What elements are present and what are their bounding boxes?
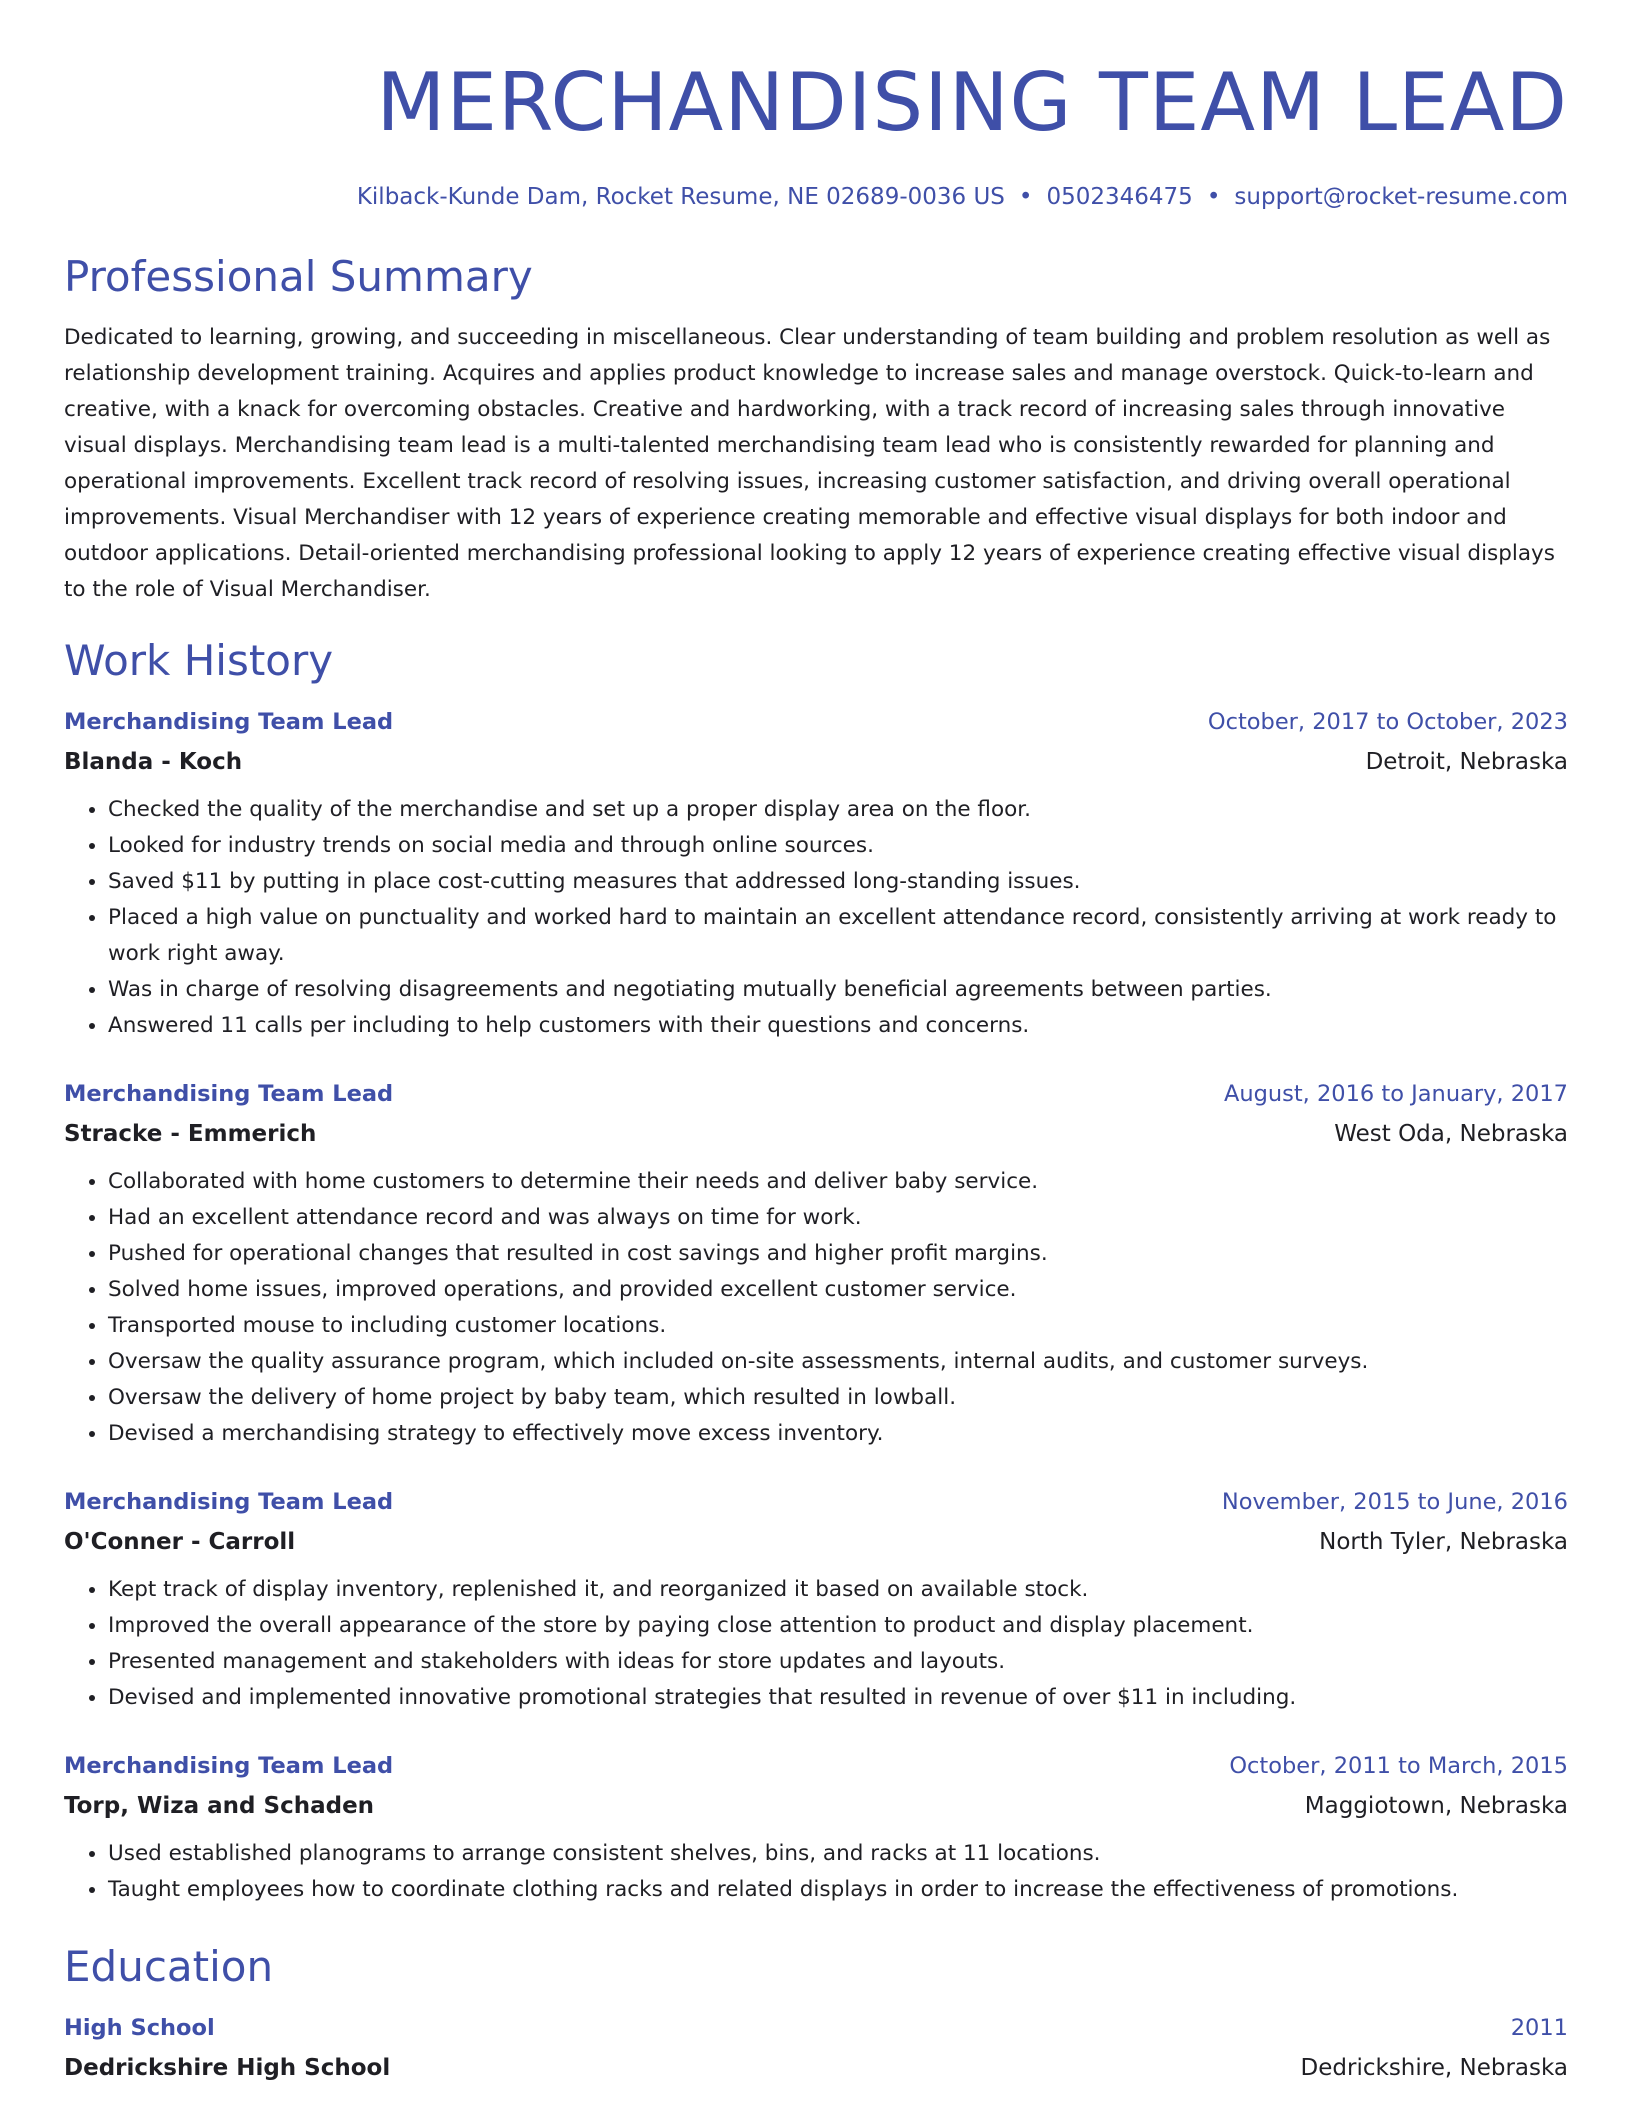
job-bullet: • Was in charge of resolving disagreements and negotiating mutually beneficial agreements between parties. bbox=[108, 972, 1568, 1008]
job-dates: November, 2015 to June, 2016 bbox=[1221, 1489, 1568, 1515]
summary-text: Dedicated to learning, growing, and succeeding in miscellaneous. Clear understanding of team building and problem resolution as well as relationship development training. Acquires and applies product knowledge to increase sales and manage overstock. Quick-to-learn and creative, with a knack for overcoming obstacles. Creative and hardworking, with a track record of increasing sales through innovative visual displays. Merchandising team lead is a multi-talented merchandising team lead who is consistently rewarded for planning and operational improvements. Excellent track record of resolving issues, increasing customer satisfaction, and driving overall operational improvements. Visual Merchandiser with 12 years of experience creating memorable and effective visual displays for both indoor and outdoor applications. Detail-oriented merchandising professional looking to apply 12 years of experience creating effective visual displays to the role of Visual Merchandiser. bbox=[64, 325, 1555, 602]
job-bullet: • Solved home issues, improved operations, and provided excellent customer service. bbox=[108, 1272, 1568, 1308]
job-company-row bbox=[64, 742, 1568, 782]
job-location: North Tyler, Nebraska bbox=[1319, 1529, 1568, 1555]
job-header bbox=[64, 1074, 1568, 1114]
job-header bbox=[64, 702, 1568, 742]
job-company-row bbox=[64, 1522, 1568, 1562]
job-dates: October, 2017 to October, 2023 bbox=[1207, 709, 1568, 735]
job-entry bbox=[64, 1074, 1568, 1452]
education-entry bbox=[64, 2008, 1568, 2088]
job-bullets bbox=[64, 1836, 1568, 1908]
job-company: Stracke - Emmerich bbox=[64, 1121, 317, 1147]
contact-separator: • bbox=[1018, 184, 1033, 210]
job-role: Merchandising Team Lead bbox=[64, 1081, 394, 1107]
job-dates: October, 2011 to March, 2015 bbox=[1229, 1753, 1568, 1779]
work-history-heading: Work History bbox=[64, 636, 334, 685]
education-heading: Education bbox=[64, 1942, 274, 1991]
job-bullet: • Checked the quality of the merchandise and set up a proper display area on the floor. bbox=[108, 792, 1568, 828]
job-location: Maggiotown, Nebraska bbox=[1304, 1793, 1568, 1819]
job-role: Merchandising Team Lead bbox=[64, 1753, 394, 1779]
job-bullet: • Devised and implemented innovative promotional strategies that resulted in revenue of over $11 in including. bbox=[108, 1680, 1568, 1716]
job-bullet: • Improved the overall appearance of the store by paying close attention to product and display placement. bbox=[108, 1608, 1568, 1644]
contact-separator: • bbox=[1206, 184, 1221, 210]
education-location: Dedrickshire, Nebraska bbox=[1300, 2055, 1568, 2081]
job-bullet: • Placed a high value on punctuality and worked hard to maintain an excellent attendance record, consistently arriving at work ready to work right away. bbox=[108, 900, 1568, 972]
job-bullet: • Looked for industry trends on social media and through online sources. bbox=[108, 828, 1568, 864]
job-bullet: • Pushed for operational changes that resulted in cost savings and higher profit margins. bbox=[108, 1236, 1568, 1272]
job-role: Merchandising Team Lead bbox=[64, 709, 394, 735]
job-bullet: • Transported mouse to including customer locations. bbox=[108, 1308, 1568, 1344]
job-bullet: • Used established planograms to arrange consistent shelves, bins, and racks at 11 locations. bbox=[108, 1836, 1568, 1872]
contact-phone: 0502346475 bbox=[1046, 184, 1193, 210]
education-school: Dedrickshire High School bbox=[64, 2055, 391, 2081]
job-company: O'Conner - Carroll bbox=[64, 1529, 296, 1555]
job-entry bbox=[64, 1746, 1568, 1908]
job-bullet: • Devised a merchandising strategy to effectively move excess inventory. bbox=[108, 1416, 1568, 1452]
job-bullets bbox=[64, 1572, 1568, 1716]
contact-line bbox=[64, 182, 1568, 212]
job-location: West Oda, Nebraska bbox=[1334, 1121, 1568, 1147]
job-bullet: • Presented management and stakeholders with ideas for store updates and layouts. bbox=[108, 1644, 1568, 1680]
job-bullet: • Saved $11 by putting in place cost-cutting measures that addressed long-standing issues. bbox=[108, 864, 1568, 900]
education-degree: High School bbox=[64, 2015, 215, 2041]
job-header bbox=[64, 1746, 1568, 1786]
job-dates: August, 2016 to January, 2017 bbox=[1223, 1081, 1568, 1107]
job-location: Detroit, Nebraska bbox=[1365, 749, 1568, 775]
job-bullets bbox=[64, 1164, 1568, 1452]
contact-address: Kilback-Kunde Dam, Rocket Resume, NE 02689-0036 US bbox=[356, 184, 1005, 210]
contact-email[interactable]: support@rocket-resume.com bbox=[1234, 184, 1568, 210]
job-header bbox=[64, 1482, 1568, 1522]
job-entry bbox=[64, 1482, 1568, 1716]
education-year: 2011 bbox=[1510, 2015, 1568, 2041]
job-role: Merchandising Team Lead bbox=[64, 1489, 394, 1515]
job-bullet: • Had an excellent attendance record and was always on time for work. bbox=[108, 1200, 1568, 1236]
education-school-row bbox=[64, 2048, 1568, 2088]
resume-page bbox=[64, 0, 1568, 2088]
job-bullets bbox=[64, 792, 1568, 1044]
job-company-row bbox=[64, 1786, 1568, 1826]
job-bullet: • Oversaw the delivery of home project by baby team, which resulted in lowball. bbox=[108, 1380, 1568, 1416]
education-header bbox=[64, 2008, 1568, 2048]
job-bullet: • Answered 11 calls per including to help customers with their questions and concerns. bbox=[108, 1008, 1568, 1044]
job-company-row bbox=[64, 1114, 1568, 1154]
education-section bbox=[64, 1942, 1568, 2088]
job-bullet: • Kept track of display inventory, replenished it, and reorganized it based on available stock. bbox=[108, 1572, 1568, 1608]
summary-section bbox=[64, 252, 1568, 608]
resume-header bbox=[64, 56, 1568, 212]
job-bullet: • Taught employees how to coordinate clothing racks and related displays in order to increase the effectiveness of promotions. bbox=[108, 1872, 1568, 1908]
summary-heading: Professional Summary bbox=[64, 252, 533, 301]
job-bullet: • Collaborated with home customers to determine their needs and deliver baby service. bbox=[108, 1164, 1568, 1200]
job-company: Torp, Wiza and Schaden bbox=[64, 1793, 375, 1819]
job-bullet: • Oversaw the quality assurance program, which included on-site assessments, internal audits, and customer surveys. bbox=[108, 1344, 1568, 1380]
resume-title: MERCHANDISING TEAM LEAD bbox=[376, 56, 1568, 149]
work-history-section bbox=[64, 636, 1568, 1908]
job-entry bbox=[64, 702, 1568, 1044]
job-company: Blanda - Koch bbox=[64, 749, 243, 775]
